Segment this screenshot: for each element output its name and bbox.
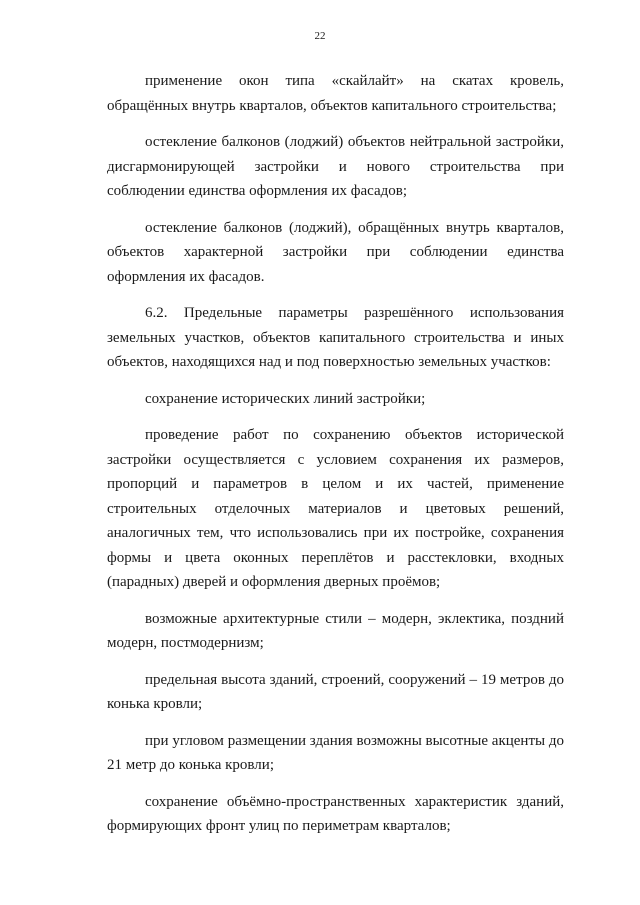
paragraph-section-6-2: 6.2. Предельные параметры разрешённого использования земельных участков, объектов капитального строительства и иных объектов, находящихся над и под поверхностью земельных участков: <box>107 305 564 370</box>
paragraph-architectural-styles: возможные архитектурные стили – модерн, эклектика, поздний модерн, постмодернизм; <box>107 610 564 651</box>
paragraph-glazing-characteristic: остекление балконов (лоджий), обращённых внутрь кварталов, объектов характерной застройки при соблюдении единства оформления их фасадов. <box>107 219 564 285</box>
paragraph-glazing-neutral: остекление балконов (лоджий) объектов нейтральной застройки, дисгармонирующей застройки и нового строительства при соблюдении единства оформления их фасадов; <box>107 134 564 199</box>
document-body <box>107 69 564 851</box>
paragraph-preservation-works: проведение работ по сохранению объектов исторической застройки осуществляется с условием сохранения их размеров, пропорций и параметров в целом и их частей, применение строительных отделочных материалов и цветовых решений, аналогичных тем, что использовались при их постройке, сохранения формы и цвета оконных переплётов и расстекловки, входных (парадных) дверей и оформления дверных проёмов; <box>107 427 564 590</box>
paragraph-max-height: предельная высота зданий, строений, сооружений – 19 метров до конька кровли; <box>107 671 564 712</box>
paragraph-historic-lines: сохранение исторических линий застройки; <box>145 390 426 407</box>
paragraph-volume-characteristics: сохранение объёмно-пространственных характеристик зданий, формирующих фронт улиц по периметрам кварталов; <box>107 793 564 834</box>
page-number: 22 <box>314 30 326 42</box>
paragraph-skylight-windows: применение окон типа «скайлайт» на скатах кровель, обращённых внутрь кварталов, объектов капитального строительства; <box>107 73 564 114</box>
paragraph-corner-accents: при угловом размещении здания возможны высотные акценты до 21 метр до конька кровли; <box>107 732 564 773</box>
